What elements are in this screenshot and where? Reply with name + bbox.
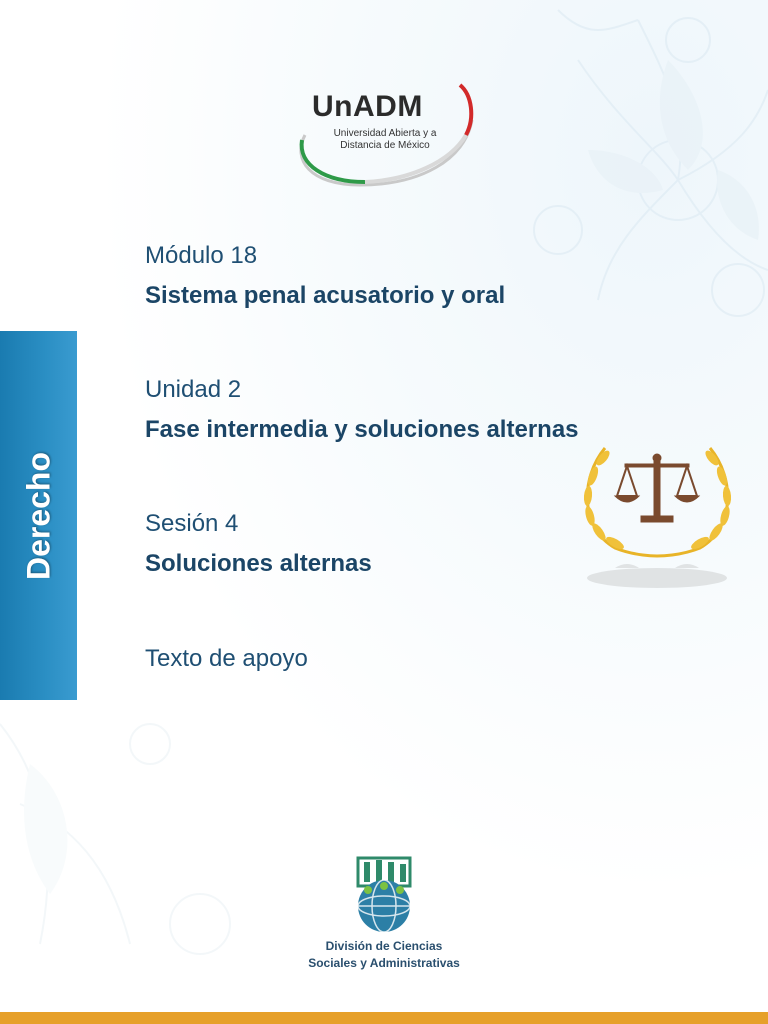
logo-subtitle-line-1: Universidad Abierta y a — [333, 128, 437, 139]
division-name-line-1: División de Ciencias — [325, 939, 443, 953]
bottom-accent-bar — [0, 1012, 768, 1024]
division-name-line-2: Sociales y Administrativas — [308, 956, 460, 970]
session-label: Sesión 4 — [145, 510, 239, 537]
module-section — [145, 242, 505, 310]
logo-title: UnADM — [312, 90, 423, 123]
logo-subtitle-line-2: Distancia de México — [340, 140, 430, 151]
floral-decoration-icon — [0, 684, 300, 984]
unit-title: Fase intermedia y soluciones alternas — [145, 416, 579, 443]
session-title: Soluciones alternas — [145, 550, 372, 577]
subject-side-tab — [0, 331, 77, 700]
module-label: Módulo 18 — [145, 242, 258, 269]
division-name — [284, 938, 484, 972]
session-section — [145, 510, 372, 578]
scales-of-justice-icon — [575, 428, 740, 603]
support-section — [145, 645, 308, 673]
module-title: Sistema penal acusatorio y oral — [145, 282, 506, 309]
unadm-logo — [290, 80, 480, 190]
support-label: Texto de apoyo — [145, 645, 308, 672]
subject-label: Derecho — [20, 451, 56, 580]
division-emblem-icon — [350, 856, 418, 934]
logo-subtitle — [320, 128, 450, 152]
unit-section — [145, 376, 579, 444]
unit-label: Unidad 2 — [145, 376, 242, 403]
